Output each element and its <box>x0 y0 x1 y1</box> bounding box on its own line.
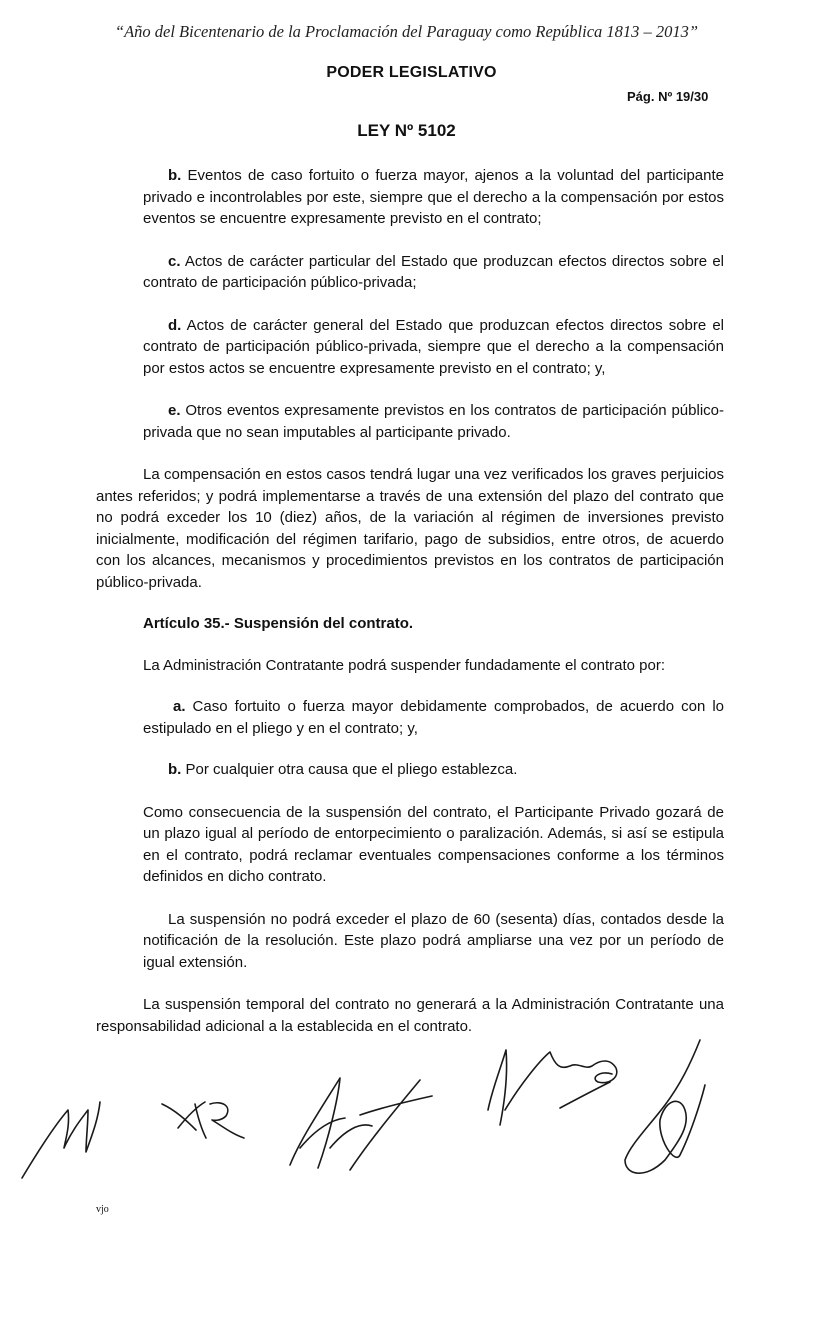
item-label: b. <box>168 167 182 184</box>
item-text: Actos de carácter general del Estado que produzcan efectos directos sobre el contrato de participación público-privada, siempre que el derecho a la compensación por estos actos se encuentre expresamente previsto en el contrato; y, <box>143 316 724 377</box>
item-text: Eventos de caso fortuito o fuerza mayor, ajenos a la voluntad del participante privado e incontrolables por este, siempre que el derecho a la compensación por estos eventos se encuentre expresamente previsto en el contrato; <box>143 167 724 227</box>
bicentennial-motto: “Año del Bicentenario de la Proclamación del Paraguay como República 1813 – 2013” <box>114 22 699 41</box>
signature-4 <box>488 1050 617 1125</box>
item-label: a. <box>173 698 186 715</box>
suspension-term-paragraph: La suspensión no podrá exceder el plazo de 60 (sesenta) días, contados desde la notificación de la resolución. Este plazo podrá ampliarse una vez por un período de igual extensión. <box>143 910 724 971</box>
item-label: c. <box>168 252 181 270</box>
signature-3 <box>290 1078 432 1170</box>
article-35-heading: Artículo 35.- Suspensión del contrato. <box>143 615 414 632</box>
compensation-paragraph: La compensación en estos casos tendrá lugar una vez verificados los graves perjuicios antes referidos; y podrá implementarse a través de una extensión del plazo del contrato que no podrá exceder los 10 (diez) años, de la variación al régimen de inversiones previsto inicialmente, modificación del régimen tarifario, pago de subsidios, entre otros, de acuerdo con los alcances, mecanismos y procedimientos previstos en los contratos de participación público-privada. <box>96 466 724 591</box>
law-title: LEY Nº 5102 <box>357 121 456 140</box>
list-item-b-other-cause <box>143 759 724 781</box>
liability-paragraph: La suspensión temporal del contrato no generará a la Administración Contratante una responsabilidad adicional a la establecida en el contrato. <box>96 996 724 1035</box>
item-label: e. <box>168 402 181 419</box>
item-text: Caso fortuito o fuerza mayor debidamente comprobados, de acuerdo con lo estipulado en el pliego y en el contrato; y, <box>143 698 724 737</box>
item-text: Otros eventos expresamente previstos en los contratos de participación público-privada que no sean imputables al participante privado. <box>143 402 724 441</box>
typist-initials: vjo <box>96 1204 109 1215</box>
item-text: Actos de carácter particular del Estado que produzcan efectos directos sobre el contrato de participación público-privada; <box>143 252 724 291</box>
item-label: b. <box>168 761 182 778</box>
document-body <box>96 165 724 1037</box>
list-item-a-force-majeure <box>143 696 724 739</box>
signatures-block <box>0 1030 813 1200</box>
signature-5 <box>625 1040 705 1173</box>
consequence-paragraph: Como consecuencia de la suspensión del contrato, el Participante Privado gozará de un plazo igual al período de entorpecimiento o paralización. Además, si así se estipula en el contrato, podrá reclamar eventuales compensaciones conforme a los términos definidos en dicho contrato. <box>143 803 724 885</box>
item-text: Por cualquier otra causa que el pliego establezca. <box>181 761 518 778</box>
list-item-b-fortuitous <box>143 165 724 230</box>
item-label: d. <box>168 316 182 334</box>
legislative-branch-heading: PODER LEGISLATIVO <box>326 64 497 81</box>
list-item-e-other-events <box>143 400 724 443</box>
handwritten-signatures <box>0 1030 813 1200</box>
list-item-d-general-acts <box>143 315 724 380</box>
signature-1 <box>22 1102 100 1178</box>
list-item-c-particular-acts <box>143 251 724 294</box>
article-35-intro: La Administración Contratante podrá suspender fundadamente el contrato por: <box>143 656 665 674</box>
signature-2 <box>162 1102 244 1138</box>
page-number: Pág. Nº 19/30 <box>627 89 709 104</box>
